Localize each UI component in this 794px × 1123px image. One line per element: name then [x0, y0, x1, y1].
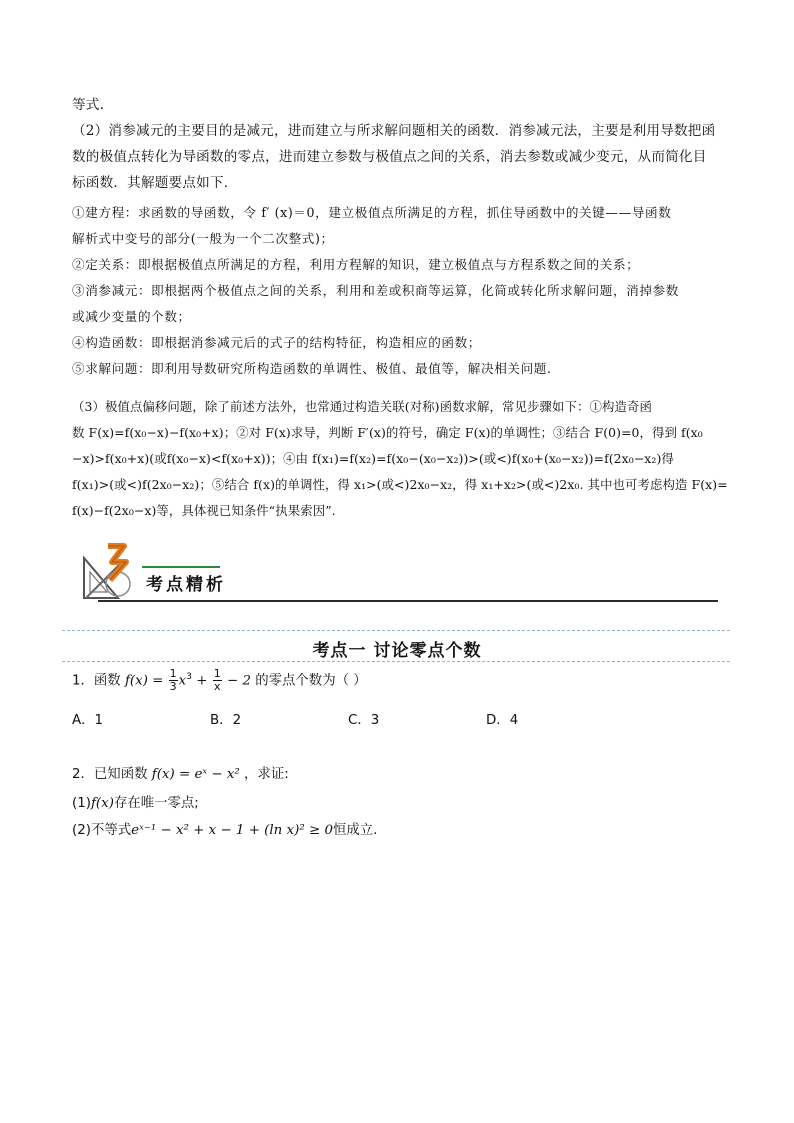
function-name: f(x) [90, 796, 114, 811]
banner-accent-line [142, 566, 220, 568]
question-1-stem: 1．函数 f(x) = $\frac{1}{3}$ $x^3$ + $\frac{1}{x}$ − 2 的零点个数为（ ） [72, 667, 367, 693]
term: x [178, 673, 187, 689]
question-suffix: ，求证: [244, 767, 289, 782]
step-line: 或减少变量的个数； [72, 309, 191, 324]
paragraph-line: （2）消参减元的主要目的是减元，进而建立与所求解问题相关的函数．消参减元法，主要是利用导数把函 [72, 123, 716, 139]
paragraph-line: f(x)−f(2x₀−x)等，具体视已知条件“执果索因”. [72, 503, 336, 518]
step-line: ①建方程：求函数的导函数，令 f′ (x)＝0，建立极值点所满足的方程，抓住导函数中的关键——导函数 [72, 205, 672, 220]
paragraph-line: （3）极值点偏移问题，除了前述方法外，也常通过构造关联(对称)函数求解，常见步骤如下：①构造奇函 [72, 399, 652, 414]
part-label: (1) [72, 796, 91, 811]
question-suffix: 的零点个数为（ ） [255, 673, 367, 689]
option-a[interactable]: A．1 [72, 713, 104, 728]
fraction-denominator: x [213, 680, 221, 693]
section-title: 考点一 讨论零点个数 [312, 641, 482, 661]
banner-rule [98, 600, 718, 602]
solution-steps [72, 200, 724, 382]
option-d[interactable]: D．4 [486, 713, 519, 728]
intro-text-line: 等式. [72, 97, 105, 113]
paragraph-3 [72, 394, 728, 524]
step-line: ④构造函数：即根据消参减元后的式子的结构特征，构造相应的函数； [72, 335, 482, 350]
fraction-numerator: 1 [169, 667, 177, 680]
term: − 2 [226, 673, 251, 689]
operator: + [196, 673, 212, 689]
question-2-part-1 [72, 792, 199, 811]
paragraph-line: −x)>f(x₀+x)(或f(x₀−x)<f(x₀+x))；④由 f(x₁)=f(x₂)=f(x₀−(x₀−x₂))>(或<)f(x₀+(x₀−x₂))=f(2x₀−x₂)得 [72, 451, 674, 466]
dashed-divider-top [62, 630, 730, 631]
paragraph-2 [72, 118, 724, 196]
inequality-expression: eˣ⁻¹ − x² + x − 1 + (ln x)² ≥ 0 [131, 823, 333, 838]
step-line: 解析式中变号的部分(一般为一个二次整式)； [72, 231, 334, 246]
part-text: 恒成立. [332, 823, 378, 838]
step-line: ③消参减元：即根据两个极值点之间的关系，利用和差或积商等运算，化简或转化所求解问题，消掉参数 [72, 283, 679, 298]
option-c[interactable]: C．3 [348, 713, 380, 728]
part-text: 存在唯一零点; [113, 796, 199, 811]
banner-title: 考点精析 [146, 575, 226, 595]
fraction-denominator: 3 [169, 680, 177, 693]
paragraph-line: f(x₁)>(或<)f(2x₀−x₂)；⑤结合 f(x)的单调性，得 x₁>(或<)2x₀−x₂，得 x₁+x₂>(或<)2x₀. 其中也可考虑构造 F(x)= [72, 477, 728, 492]
step-line: ⑤求解问题：即利用导数研究所构造函数的单调性、极值、最值等，解决相关问题. [72, 361, 552, 376]
fraction [169, 668, 178, 693]
step-line: ②定关系：即根据极值点所满足的方程，利用方程解的知识，建立极值点与方程系数之间的关系； [72, 257, 640, 272]
fraction [213, 668, 222, 693]
fraction-numerator: 1 [213, 667, 221, 680]
ruler-compass-logo-icon [78, 540, 140, 602]
function-name: f(x) = [124, 673, 168, 689]
question-number: 2．已知函数 [72, 767, 148, 782]
dashed-divider-bottom [62, 661, 730, 662]
option-b[interactable]: B．2 [210, 713, 242, 728]
part-label: (2)不等式 [72, 823, 132, 838]
intro-line [72, 92, 724, 118]
question-2-part-2 [72, 819, 377, 838]
paragraph-line: 数 F(x)=f(x₀−x)−f(x₀+x)；②对 F(x)求导，判断 F′(x)的符号，确定 F(x)的单调性；③结合 F(0)=0，得到 f(x₀ [72, 425, 703, 440]
function-expression: f(x) = eˣ − x² [151, 767, 240, 782]
section-banner [78, 538, 718, 608]
question-number: 1．函数 [72, 673, 121, 689]
question-2-stem [72, 763, 289, 782]
paragraph-line: 数的极值点转化为导函数的零点，进而建立参数与极值点之间的关系，消去参数或减少变元，从而简化目 [72, 149, 707, 165]
paragraph-line: 标函数．其解题要点如下． [72, 175, 238, 191]
